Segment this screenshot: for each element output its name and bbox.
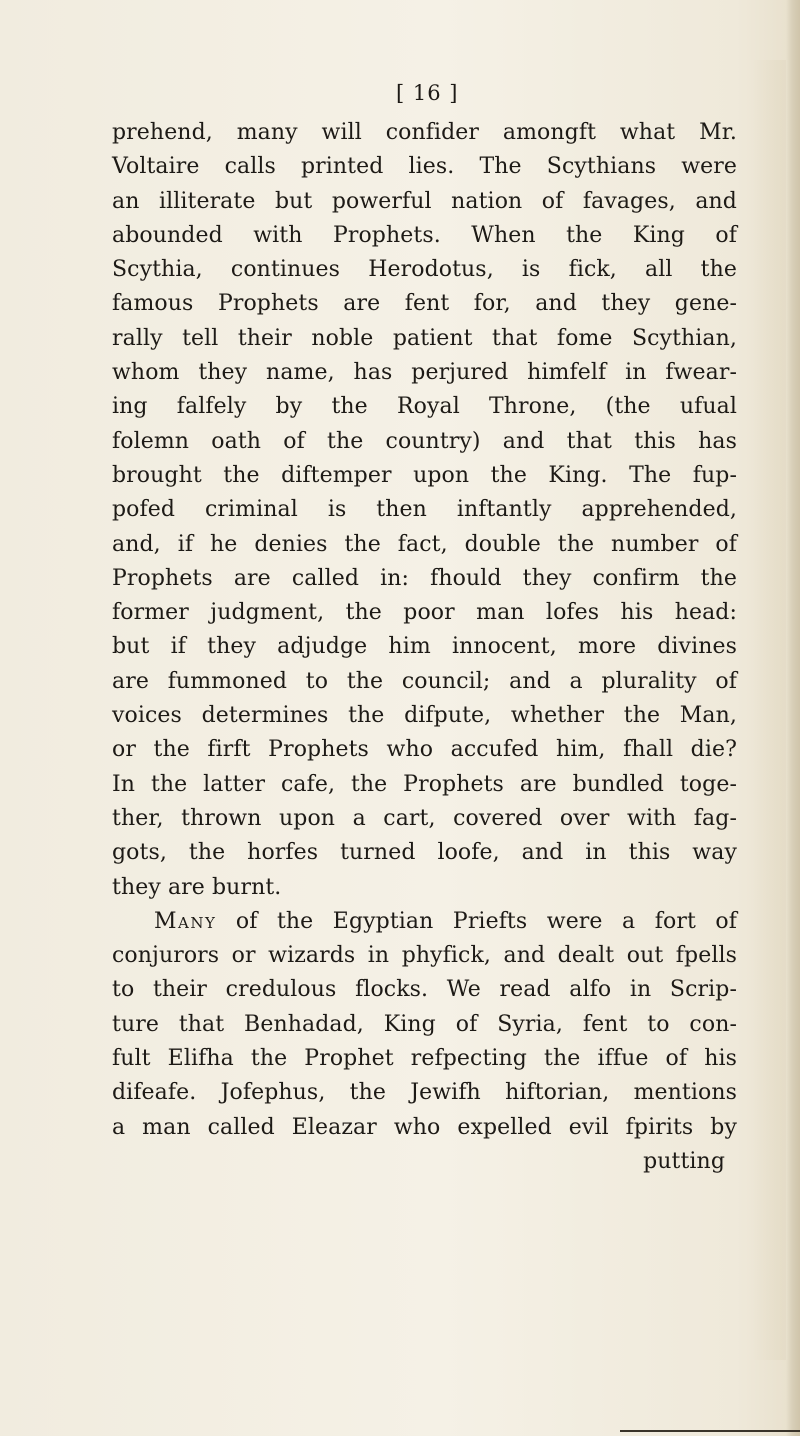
text-line: or the firft Prophets who accufed him, fhall die?: [112, 737, 737, 763]
text-line: they are burnt.: [112, 874, 282, 900]
page-header: [0, 80, 800, 106]
text-line: former judgment, the poor man lofes his head:: [112, 600, 737, 626]
text-line: voices determines the difpute, whether the Man,: [112, 703, 737, 729]
text-line: to their credulous flocks. We read alfo in Scrip-: [112, 977, 737, 1003]
text-line: folemn oath of the country) and that this has: [112, 428, 737, 454]
paragraph-start-line: [112, 905, 737, 939]
bottom-edge-line: [620, 1430, 800, 1432]
text-line: ture that Benhadad, King of Syria, fent to con-: [112, 1011, 737, 1037]
text-line: ther, thrown upon a cart, covered over with fag-: [112, 805, 737, 831]
text-line: Voltaire calls printed lies. The Scythians were: [112, 154, 737, 180]
text-line: brought the diftemper upon the King. The fup-: [112, 462, 737, 488]
text-line: famous Prophets are fent for, and they gene-: [112, 291, 737, 317]
text-line: whom they name, has perjured himfelf in fwear-: [112, 360, 737, 386]
text-line: gots, the horfes turned loofe, and in this way: [112, 840, 737, 866]
text-line: fult Elifha the Prophet refpecting the iffue of his: [112, 1046, 737, 1072]
text-line: an illiterate but powerful nation of favages, and: [112, 188, 737, 214]
text-line: prehend, many will confider amongft what Mr.: [112, 120, 737, 145]
text-line: but if they adjudge him innocent, more divines: [112, 634, 737, 660]
paragraph-initial-word: Many: [154, 908, 217, 934]
text-line: abounded with Prophets. When the King of: [112, 222, 737, 248]
text-fragment: of the Egyptian Priefts were a fort of: [216, 908, 737, 934]
text-line: difeafe. Jofephus, the Jewifh hiftorian, mentions: [112, 1080, 737, 1106]
text-line: ing falfely by the Royal Throne, (the ufual: [112, 394, 737, 420]
text-line: conjurors or wizards in phyfick, and dealt out fpells: [112, 943, 737, 969]
page-edge: [786, 0, 800, 1436]
text-line: are fummoned to the council; and a plurality of: [112, 668, 737, 694]
text-line: Scythia, continues Herodotus, is fick, all the: [112, 257, 737, 283]
text-line: In the latter cafe, the Prophets are bundled toge-: [112, 771, 737, 797]
page-number: [ 16 ]: [396, 81, 459, 105]
text-line: a man called Eleazar who expelled evil fpirits by: [112, 1114, 737, 1140]
text-line: and, if he denies the fact, double the number of: [112, 531, 737, 557]
body-text: [112, 116, 737, 1179]
text-line: Prophets are called in: fhould they confirm the: [112, 565, 737, 591]
page-edge-shadow: [752, 60, 786, 1360]
text-line: rally tell their noble patient that fome Scythian,: [112, 325, 737, 351]
catchword: putting: [643, 1148, 725, 1174]
text-line: pofed criminal is then inftantly apprehended,: [112, 497, 737, 523]
